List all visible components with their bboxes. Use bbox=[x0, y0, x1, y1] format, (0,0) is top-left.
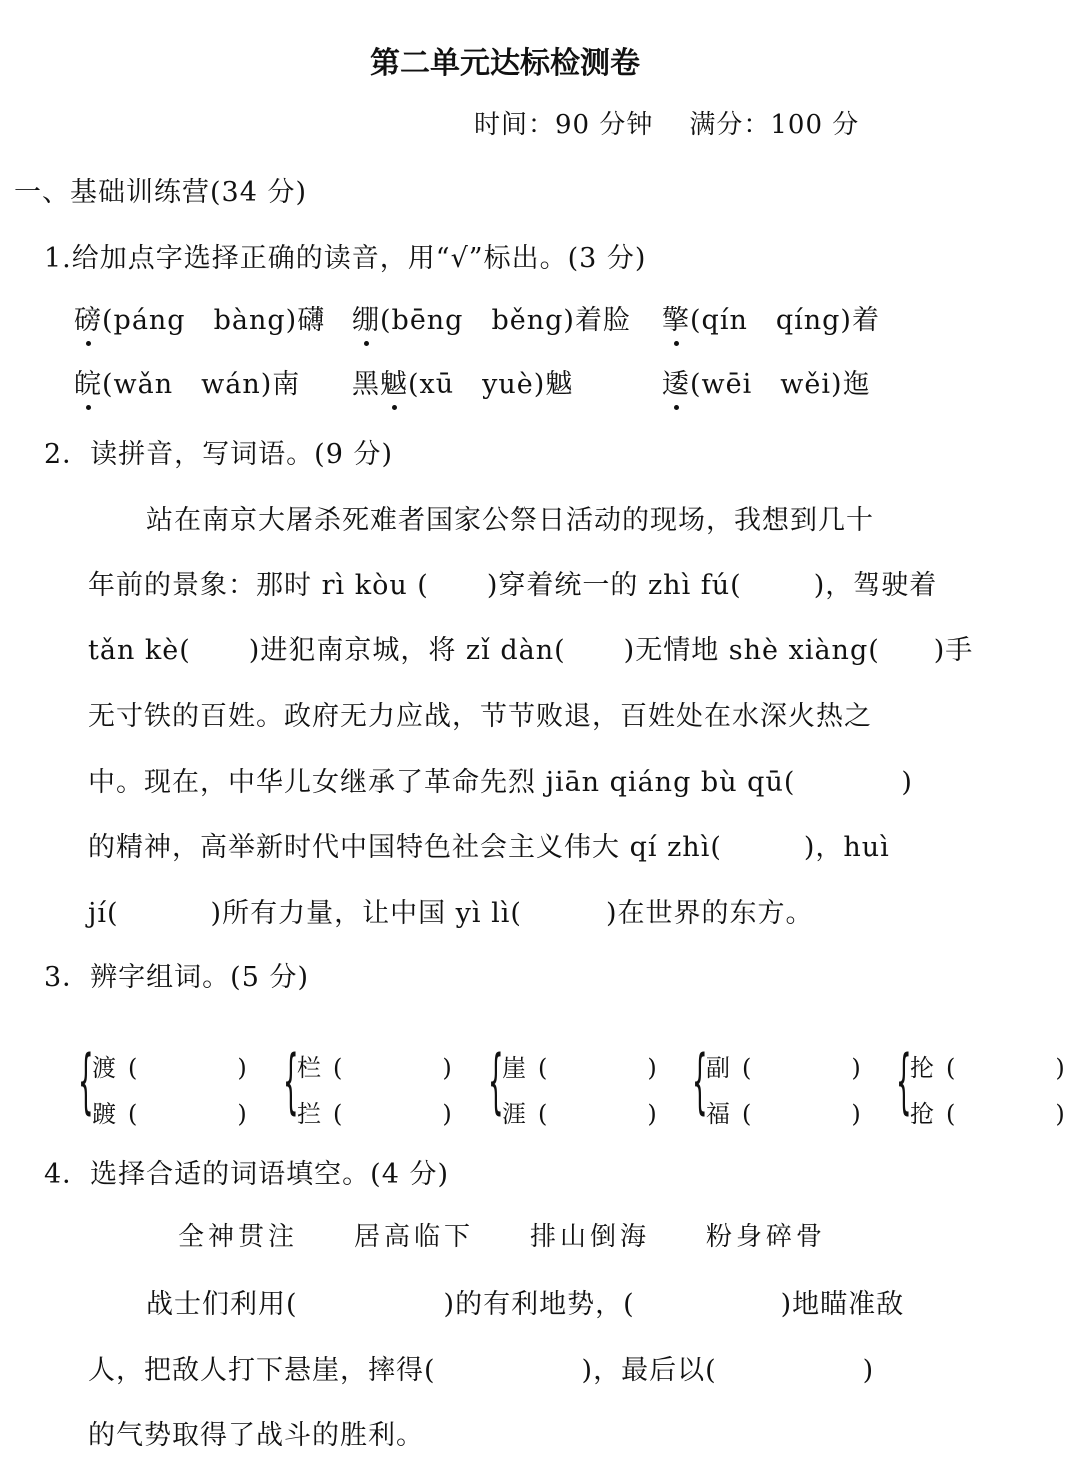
pinyin-item bbox=[74, 362, 300, 401]
pair-char: 拦 bbox=[297, 1100, 321, 1128]
word-rest: 南 bbox=[272, 369, 301, 400]
question-4-prompt: 4．选择合适的词语填空。(4 分) bbox=[44, 1159, 450, 1190]
pair-char: 抢 bbox=[910, 1100, 934, 1128]
word-rest: 着脸 bbox=[574, 305, 631, 336]
passage-line: 站在南京大屠杀死难者国家公祭日活动的现场，我想到几十 bbox=[146, 505, 874, 536]
passage-line: tǎn kè( )进犯南京城，将 zǐ dàn( )无情地 shè xiàng( )手 bbox=[88, 635, 974, 666]
page-title: 第二单元达标检测卷 bbox=[370, 46, 640, 81]
word-rest: 魆 bbox=[545, 369, 574, 400]
question-3-prompt: 3．辨字组词。(5 分) bbox=[44, 962, 310, 993]
dotted-char: 逶 bbox=[662, 362, 690, 401]
word-rest: 着 bbox=[851, 305, 880, 336]
pinyin-options: (wēi wěi) bbox=[690, 369, 843, 400]
pinyin-options: (qín qíng) bbox=[690, 305, 852, 336]
pair-char: 栏 bbox=[297, 1054, 321, 1082]
word-bank bbox=[178, 1216, 882, 1253]
brace-icon: { bbox=[692, 1040, 708, 1122]
char-pair: { 崖 ( ) 涯 ( ) bbox=[488, 1040, 657, 1128]
word-start: 黑 bbox=[352, 369, 380, 400]
pinyin-item bbox=[352, 362, 573, 401]
brace-icon: { bbox=[78, 1040, 94, 1122]
pair-char: 崖 bbox=[502, 1054, 526, 1082]
pair-char: 抡 bbox=[910, 1054, 934, 1082]
section-heading: 一、基础训练营(34 分) bbox=[14, 177, 308, 208]
passage-line: jí( )所有力量，让中国 yì lì( )在世界的东方。 bbox=[88, 898, 814, 929]
pinyin-item bbox=[352, 298, 631, 337]
pair-char: 副 bbox=[706, 1054, 730, 1082]
passage-line: 战士们利用( )的有利地势，( )地瞄准敌 bbox=[146, 1289, 905, 1320]
pinyin-options: (xū yuè) bbox=[408, 369, 546, 400]
passage-line: 年前的景象：那时 rì kòu ( )穿着统一的 zhì fú( )，驾驶着 bbox=[88, 570, 938, 601]
full-score: 满分：100 分 bbox=[689, 110, 860, 140]
word-option: 排山倒海 bbox=[530, 1222, 651, 1252]
question-2-prompt: 2．读拼音，写词语。(9 分) bbox=[44, 439, 394, 470]
word-option: 居高临下 bbox=[354, 1222, 475, 1252]
pinyin-item bbox=[662, 298, 880, 337]
dotted-char: 魆 bbox=[380, 362, 408, 401]
passage-line: 中。现在，中华儿女继承了革命先烈 jiān qiáng bù qū( ) bbox=[88, 767, 913, 798]
dotted-char: 擎 bbox=[662, 298, 690, 337]
pair-char: 踱 bbox=[92, 1100, 116, 1128]
char-pair: { 栏 ( ) 拦 ( ) bbox=[283, 1040, 452, 1128]
dotted-char: 绷 bbox=[352, 298, 380, 337]
passage-line: 的精神，高举新时代中国特色社会主义伟大 qí zhì( )，huì bbox=[88, 832, 890, 863]
passage-line: 人，把敌人打下悬崖，摔得( )，最后以( ) bbox=[88, 1355, 875, 1386]
dotted-char: 磅 bbox=[74, 298, 102, 337]
passage-line: 无寸铁的百姓。政府无力应战，节节败退，百姓处在水深火热之 bbox=[88, 701, 872, 732]
pair-char: 福 bbox=[706, 1100, 730, 1128]
dotted-char: 皖 bbox=[74, 362, 102, 401]
word-option: 全神贯注 bbox=[178, 1222, 299, 1252]
passage-line: 的气势取得了战斗的胜利。 bbox=[88, 1420, 424, 1451]
question-1-prompt: 1.给加点字选择正确的读音，用“√”标出。(3 分) bbox=[44, 243, 647, 274]
pinyin-options: (páng bàng) bbox=[102, 305, 298, 336]
exam-meta bbox=[474, 104, 859, 141]
brace-icon: { bbox=[896, 1040, 912, 1122]
pinyin-item bbox=[74, 298, 325, 337]
char-pair: { 渡 ( ) 踱 ( ) bbox=[78, 1040, 247, 1128]
time-limit: 时间：90 分钟 bbox=[474, 110, 654, 140]
brace-icon: { bbox=[283, 1040, 299, 1122]
char-pair: { 抡 ( ) 抢 ( ) bbox=[896, 1040, 1065, 1128]
word-option: 粉身碎骨 bbox=[706, 1222, 827, 1252]
brace-icon: { bbox=[488, 1040, 504, 1122]
pair-char: 渡 bbox=[92, 1054, 116, 1082]
pinyin-item bbox=[662, 362, 871, 401]
word-rest: 礴 bbox=[297, 305, 326, 336]
char-pair: { 副 ( ) 福 ( ) bbox=[692, 1040, 861, 1128]
word-rest: 迤 bbox=[842, 369, 871, 400]
pair-char: 涯 bbox=[502, 1100, 526, 1128]
pinyin-options: (wǎn wán) bbox=[102, 369, 273, 400]
pinyin-options: (bēng běng) bbox=[380, 305, 575, 336]
